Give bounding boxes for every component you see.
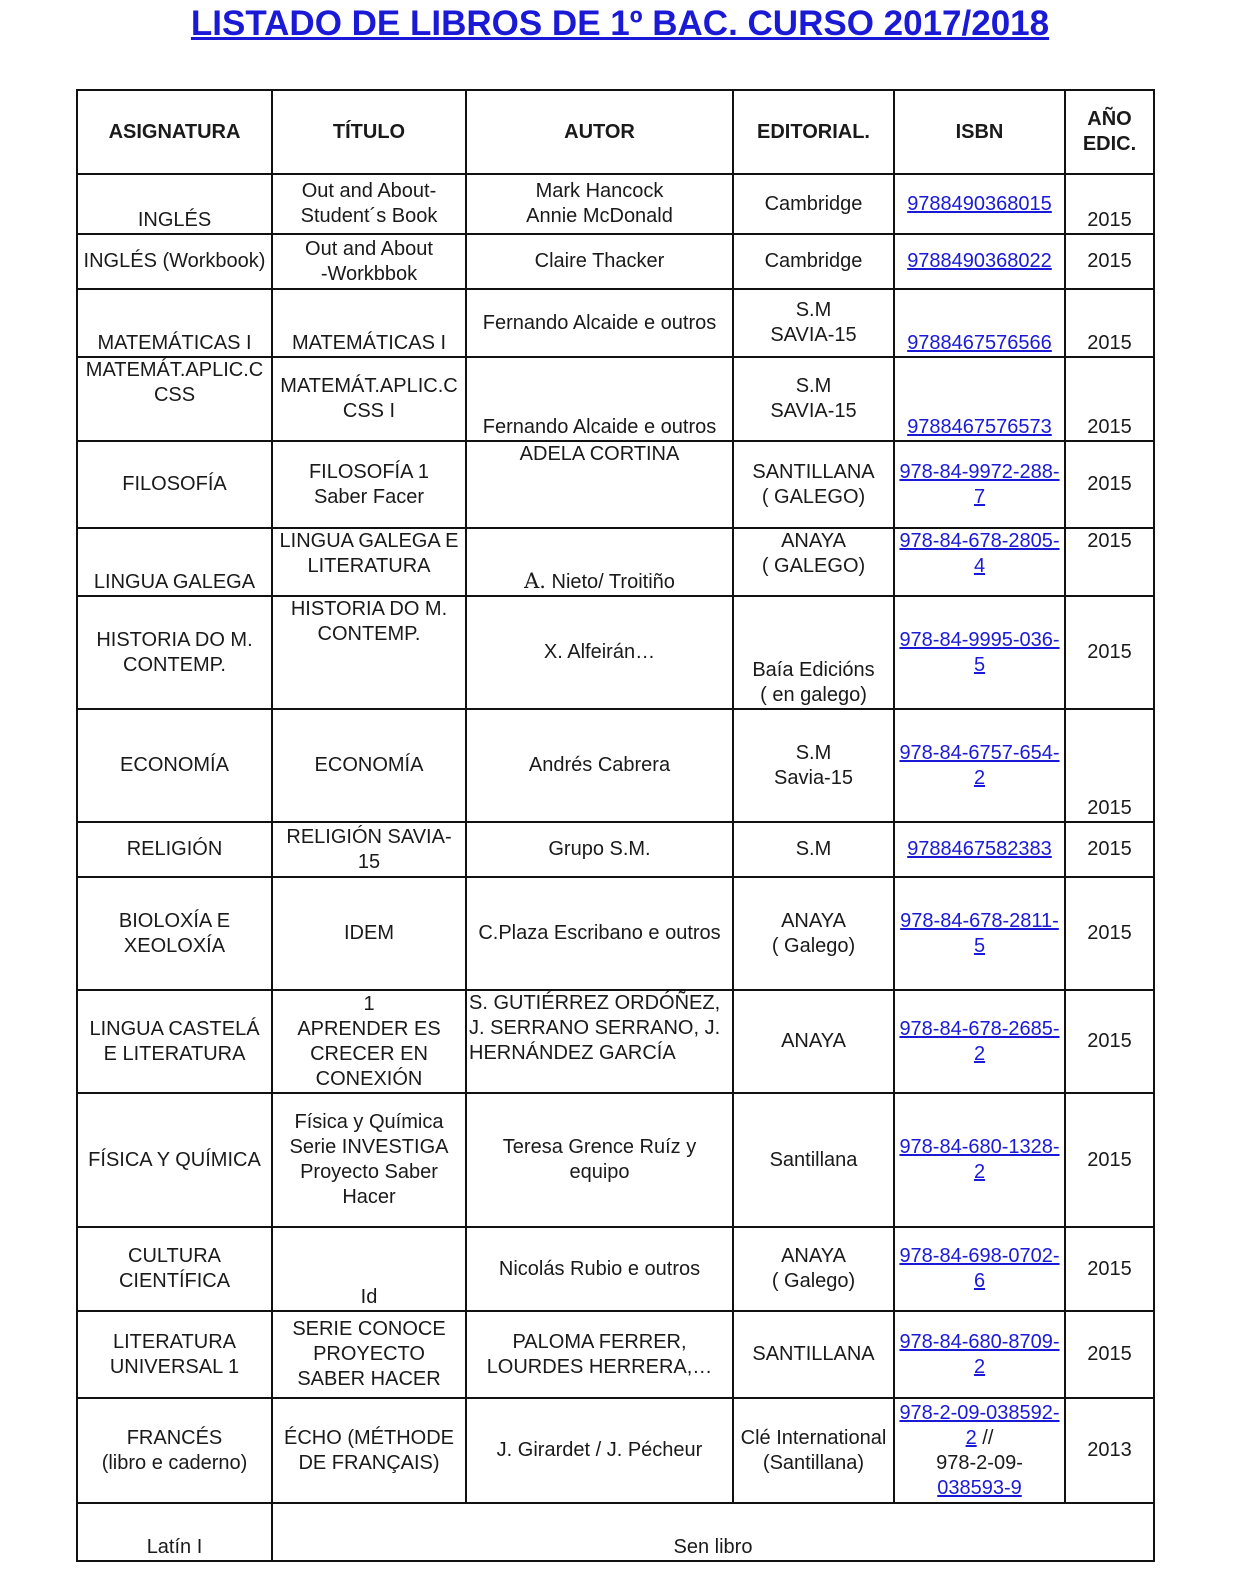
editorial-text: ( GALEGO) [761,555,866,577]
asignatura-text: INGLÉS (Workbook) [83,250,266,272]
header-row [77,90,1154,174]
table-row [77,822,1154,877]
cell-asignatura [77,528,272,596]
table-row [77,1311,1154,1398]
editorial-text: SAVIA-15 [770,324,857,346]
editorial-text: ( GALEGO) [761,485,866,508]
titulo-text: Proyecto Saber [300,1161,438,1183]
asignatura-text: FILOSOFÍA [122,473,227,495]
autor-text: J. Girardet / J. Pécheur [496,1439,703,1461]
cell-editorial [733,990,894,1093]
editorial-text: ANAYA [781,909,846,932]
titulo-text: HISTORIA DO M. [290,598,448,620]
cell-ano [1065,357,1154,441]
titulo-text: -Workbbok [320,262,418,285]
cell-asignatura [77,234,272,289]
table-row [77,357,1154,441]
cell-editorial [733,289,894,357]
editorial-text: Cambridge [764,192,863,215]
cell-autor [466,528,733,596]
titulo-text: LINGUA GALEGA E [279,530,459,552]
isbn-link[interactable]: 978-84-698-0702- [899,1245,1060,1267]
isbn-link[interactable]: 2 [973,1355,986,1378]
cell-isbn [894,357,1065,441]
titulo-text: RELIGIÓN SAVIA- [286,825,452,848]
cell-asignatura [77,1093,272,1227]
isbn-link[interactable]: 978-84-678-2805- [899,530,1060,552]
ano-text: 2015 [1087,250,1132,272]
cell-editorial [733,822,894,877]
autor-text: Grupo S.M. [548,838,651,860]
cell-titulo [272,709,466,822]
titulo-text: ECONOMÍA [314,754,424,776]
cell-asignatura [77,1503,272,1561]
table-row [77,709,1154,822]
isbn-link[interactable]: 9788490368022 [907,250,1052,272]
cell-asignatura [77,822,272,877]
table-row [77,234,1154,289]
books-table [76,89,1155,1562]
cell-isbn [894,174,1065,234]
titulo-text: 15 [357,850,381,873]
autor-text: LOURDES HERRERA,… [486,1355,713,1378]
asignatura-text: LINGUA GALEGA [93,571,256,593]
titulo-text: Física y Química [294,1111,444,1133]
isbn-link[interactable]: 978-84-680-8709- [899,1330,1060,1353]
cell-asignatura [77,990,272,1093]
asignatura-text: LINGUA CASTELÁ [89,1017,260,1040]
titulo-text: IDEM [344,922,394,944]
autor-text: Teresa Grence Ruíz y [502,1136,697,1158]
editorial-text: Cambridge [764,250,863,272]
cell-isbn [894,877,1065,990]
editorial-text: S.M [795,741,832,764]
titulo-text: CONTEMP. [317,623,421,645]
titulo-text: Serie INVESTIGA [289,1136,449,1158]
header-ano-line2: EDIC. [1082,133,1137,155]
header-asignatura: ASIGNATURA [77,90,272,174]
cell-autor [466,709,733,822]
cell-asignatura [77,289,272,357]
editorial-text: SANTILLANA [752,1343,875,1365]
cell-ano [1065,877,1154,990]
editorial-text: ANAYA [781,1245,846,1267]
cell-titulo [272,234,466,289]
asignatura-text: CIENTÍFICA [118,1270,231,1292]
table-row [77,990,1154,1093]
cell-ano [1065,1227,1154,1311]
ano-text: 2015 [1087,922,1132,944]
cell-editorial [733,441,894,528]
cell-editorial [733,357,894,441]
autor-text: HERNÁNDEZ GARCÍA [469,1042,676,1064]
autor-text: Mark Hancock [535,180,664,202]
cell-asignatura [77,357,272,441]
header-ano-edic [1065,90,1154,174]
cell-asignatura [77,709,272,822]
ano-text: 2015 [1087,473,1132,495]
ano-text: 2015 [1087,416,1132,438]
cell-editorial [733,174,894,234]
isbn-link[interactable]: 978-84-680-1328- [899,1136,1060,1158]
cell-ano [1065,1398,1154,1503]
titulo-text: Id [360,1286,378,1308]
autor-text: Fernando Alcaide e outros [482,416,717,438]
editorial-text: Baía Edicións [752,659,875,681]
cell-editorial [733,596,894,709]
cell-isbn [894,528,1065,596]
asignatura-text: INGLÉS [137,209,212,231]
editorial-text: S.M [795,299,832,321]
table-row [77,441,1154,528]
cell-autor [466,822,733,877]
cell-autor [466,1311,733,1398]
titulo-text: Out and About- [301,180,437,202]
asignatura-text: (libro e caderno) [101,1451,248,1474]
cell-ano [1065,709,1154,822]
cell-isbn [894,596,1065,709]
cell-ano [1065,1093,1154,1227]
cell-autor [466,877,733,990]
ano-text: 2015 [1087,838,1132,860]
cell-titulo [272,1311,466,1398]
header-titulo: TÍTULO [272,90,466,174]
isbn-link[interactable]: 2 [965,1426,977,1449]
cell-autor [466,357,733,441]
editorial-text: Savia-15 [774,766,853,789]
table-row [77,596,1154,709]
cell-asignatura [77,174,272,234]
asignatura-text: FÍSICA Y QUÍMICA [88,1148,261,1171]
asignatura-text: E LITERATURA [103,1042,246,1065]
cell-isbn [894,441,1065,528]
header-isbn: ISBN [894,90,1065,174]
asignatura-text: LITERATURA [113,1330,236,1353]
cell-sen-libro [272,1503,1154,1561]
isbn-link[interactable]: 978-84-9995-036- [899,628,1060,651]
ano-text: 2015 [1087,641,1132,663]
isbn-link[interactable]: 978-2-09-038592- [899,1401,1060,1424]
editorial-text: ANAYA [781,1030,846,1052]
isbn-link[interactable]: 978-84-6757-654- [899,741,1060,764]
cell-titulo [272,1227,466,1311]
table-row [77,877,1154,990]
ano-text: 2015 [1087,209,1132,231]
ano-text: 2015 [1087,1148,1132,1171]
titulo-text: PROYECTO [313,1343,425,1365]
editorial-text: ( en galego) [760,684,867,706]
titulo-text: CONEXIÓN [315,1067,423,1090]
cell-titulo [272,441,466,528]
table-row [77,528,1154,596]
cell-asignatura [77,1398,272,1503]
cell-autor [466,1398,733,1503]
autor-text: ADELA CORTINA [519,443,680,465]
editorial-text: S.M [795,375,832,397]
cell-editorial [733,1311,894,1398]
titulo-text: SERIE CONOCE [292,1318,446,1340]
autor-text: Nicolás Rubio e outros [498,1257,701,1280]
editorial-text: Clé International [740,1426,887,1449]
cell-autor [466,990,733,1093]
table-row [77,1398,1154,1503]
cell-editorial [733,1227,894,1311]
isbn-link[interactable]: 5 [973,934,986,957]
isbn-link[interactable]: 978-84-678-2685- [899,1017,1060,1040]
table-row [77,1227,1154,1311]
header-autor: AUTOR [466,90,733,174]
cell-ano [1065,1311,1154,1398]
cell-titulo [272,822,466,877]
isbn-link[interactable]: 038593-9 [937,1476,1022,1499]
cell-autor [466,174,733,234]
cell-ano [1065,174,1154,234]
asignatura-text: CSS [153,384,196,406]
isbn-link[interactable]: 978-84-9972-288- [899,460,1060,483]
asignatura-text: RELIGIÓN [126,838,223,860]
sen-libro-text: Sen libro [673,1536,753,1558]
editorial-text: ( Galego) [771,1270,856,1292]
cell-editorial [733,528,894,596]
titulo-text: SABER HACER [297,1368,441,1390]
cell-ano [1065,441,1154,528]
titulo-text: DE FRANÇAIS) [298,1451,440,1474]
ano-text: 2015 [1087,1030,1132,1052]
titulo-text: Student´s Book [300,205,438,227]
cell-isbn [894,289,1065,357]
isbn-link[interactable]: 978-84-678-2811- [900,909,1059,932]
header-editorial: EDITORIAL. [733,90,894,174]
isbn-link[interactable]: 9788490368015 [907,192,1052,215]
editorial-text: S.M [795,838,832,860]
isbn-link[interactable]: 7 [973,485,986,508]
editorial-text: SAVIA-15 [770,400,857,422]
cell-asignatura [77,877,272,990]
asignatura-text: Latín I [146,1536,203,1558]
autor-text: equipo [569,1161,630,1183]
cell-autor [466,441,733,528]
cell-titulo [272,596,466,709]
autor-text: Annie McDonald [526,205,673,227]
cell-asignatura [77,596,272,709]
ano-text: 2015 [1087,797,1132,819]
editorial-text: ( Galego) [771,934,856,957]
isbn-separator: // [976,1426,994,1449]
cell-titulo [272,289,466,357]
autor-text: S. GUTIÉRREZ ORDÓÑEZ, [469,992,721,1014]
isbn-link[interactable]: 6 [973,1270,986,1292]
cell-editorial [733,234,894,289]
isbn-link[interactable]: 2 [973,1161,986,1183]
cell-isbn [894,1227,1065,1311]
titulo-text: ÉCHO (MÉTHODE [284,1426,454,1449]
isbn-link[interactable]: 2 [973,766,986,789]
isbn-link[interactable]: 5 [973,653,986,676]
asignatura-text: CONTEMP. [123,653,226,676]
page-title: LISTADO DE LIBROS DE 1º BAC. CURSO 2017/2018 [190,4,1050,43]
autor-text: J. SERRANO SERRANO, J. [469,1017,721,1039]
cell-isbn [894,822,1065,877]
header-ano-line1: AÑO [1087,108,1132,130]
titulo-text: 1 [363,992,375,1015]
autor-text: PALOMA FERRER, [512,1330,687,1353]
titulo-text: CRECER EN [310,1042,428,1065]
cell-ano [1065,234,1154,289]
cell-titulo [272,990,466,1093]
cell-titulo [272,1398,466,1503]
isbn-text: 978-2-09- [936,1451,1023,1474]
titulo-text: Hacer [342,1186,396,1208]
titulo-text: CSS I [342,400,396,422]
cell-isbn [894,1093,1065,1227]
asignatura-text: XEOLOXÍA [123,934,226,957]
isbn-link[interactable]: 2 [973,1042,986,1065]
cell-asignatura [77,441,272,528]
table-row [77,174,1154,234]
autor-text: X. Alfeirán… [543,641,656,663]
table-row [77,1093,1154,1227]
cell-isbn [894,1311,1065,1398]
cell-autor [466,1227,733,1311]
titulo-text: Saber Facer [313,485,425,508]
cell-editorial [733,1093,894,1227]
autor-text: Claire Thacker [534,250,665,272]
cell-ano [1065,822,1154,877]
cell-ano [1065,528,1154,596]
ano-text: 2015 [1087,332,1132,354]
titulo-text: LITERATURA [307,555,431,577]
cell-editorial [733,709,894,822]
asignatura-text: HISTORIA DO M. [96,628,253,651]
cell-isbn [894,709,1065,822]
table-row-latin [77,1503,1154,1561]
autor-text: Fernando Alcaide e outros [482,311,717,334]
isbn-link[interactable]: 9788467576566 [907,332,1052,354]
cell-autor [466,289,733,357]
isbn-link[interactable]: 9788467576573 [907,416,1052,438]
cell-autor [466,1093,733,1227]
autor-text: C.Plaza Escribano e outros [478,922,721,944]
cell-asignatura [77,1311,272,1398]
cell-titulo [272,528,466,596]
editorial-text: SANTILLANA [752,460,875,483]
titulo-text: Out and About [305,237,433,260]
titulo-text: MATEMÁTICAS I [291,332,447,354]
asignatura-text: UNIVERSAL 1 [109,1355,240,1378]
asignatura-text: BIOLOXÍA E [118,909,231,932]
cell-autor [466,596,733,709]
ano-text: 2015 [1087,1343,1132,1365]
asignatura-text: MATEMÁT.APLIC.C [85,359,264,381]
isbn-link[interactable]: 9788467582383 [907,838,1052,860]
cell-asignatura [77,1227,272,1311]
asignatura-text: CULTURA [128,1245,221,1267]
editorial-text: ANAYA [781,530,846,552]
table-row [77,289,1154,357]
autor-text: Andrés Cabrera [528,754,671,776]
titulo-text: APRENDER ES [297,1017,441,1040]
asignatura-text: MATEMÁTICAS I [97,332,252,354]
cell-autor [466,234,733,289]
cell-titulo [272,877,466,990]
ano-text: 2015 [1087,530,1132,552]
isbn-link[interactable]: 4 [973,555,986,577]
cell-editorial [733,1398,894,1503]
editorial-text: Santillana [769,1148,858,1171]
cell-ano [1065,596,1154,709]
cell-titulo [272,174,466,234]
cell-isbn [894,1398,1065,1503]
cell-editorial [733,877,894,990]
ano-text: 2013 [1087,1439,1132,1461]
cell-ano [1065,990,1154,1093]
cell-titulo [272,357,466,441]
editorial-text: (Santillana) [762,1451,865,1474]
cell-isbn [894,234,1065,289]
autor-initial: A. [524,569,546,593]
asignatura-text: ECONOMÍA [120,754,229,776]
autor-text: Nieto/ Troitiño [545,571,675,593]
cell-titulo [272,1093,466,1227]
cell-isbn [894,990,1065,1093]
asignatura-text: FRANCÉS [126,1426,223,1449]
ano-text: 2015 [1087,1257,1132,1280]
titulo-text: FILOSOFÍA 1 [308,460,430,483]
titulo-text: MATEMÁT.APLIC.C [280,375,458,397]
cell-ano [1065,289,1154,357]
